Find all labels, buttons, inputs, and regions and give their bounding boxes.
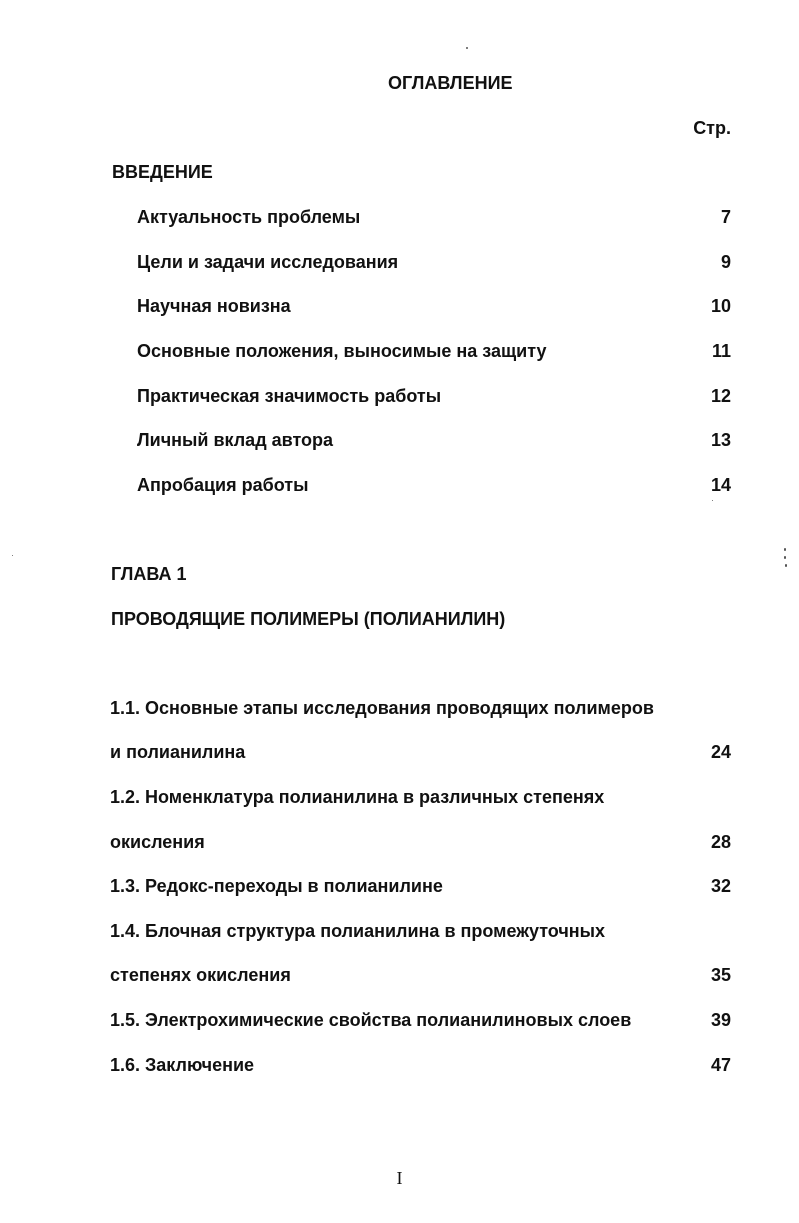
- scan-speck: [784, 556, 786, 559]
- scan-speck: [466, 47, 468, 49]
- toc-entry-label: 1.4. Блочная структура полианилина в промежуточных: [110, 921, 606, 941]
- chapter-heading: ГЛАВА 1: [111, 564, 187, 584]
- toc-entry-page: 47: [710, 1055, 731, 1075]
- toc-entry-label: 1.5. Электрохимические свойства полианилиновых слоев: [110, 1010, 632, 1030]
- toc-entry-page: 32: [710, 876, 731, 896]
- toc-entry-page: 28: [710, 832, 731, 852]
- scan-speck: [12, 555, 13, 556]
- scan-speck: [785, 564, 787, 567]
- page-number: I: [396, 1168, 403, 1188]
- toc-entry-label: Личный вклад автора: [137, 430, 334, 450]
- toc-entry-page: 35: [710, 965, 731, 985]
- toc-entry-label: 1.6. Заключение: [110, 1055, 255, 1075]
- toc-entry-label: Актуальность проблемы: [137, 207, 361, 227]
- page-column-label: Стр.: [693, 118, 731, 138]
- toc-entry-label: Научная новизна: [137, 296, 291, 316]
- toc-entry-page: 10: [710, 296, 731, 316]
- toc-entry-page: 13: [710, 430, 731, 450]
- toc-entry-page: 12: [710, 386, 731, 406]
- toc-entry-label: Практическая значимость работы: [137, 386, 442, 406]
- scan-speck: [712, 500, 713, 501]
- toc-title: ОГЛАВЛЕНИЕ: [388, 73, 513, 93]
- toc-entry-label-cont: и полианилина: [110, 742, 246, 762]
- intro-heading: ВВЕДЕНИЕ: [112, 162, 213, 182]
- toc-entry-page: 14: [710, 475, 731, 495]
- toc-entry-label: 1.1. Основные этапы исследования проводящих полимеров: [110, 698, 654, 718]
- toc-entry-page: 24: [710, 742, 731, 762]
- toc-entry-page: 11: [711, 341, 731, 361]
- toc-entry-label: Основные положения, выносимые на защиту: [137, 341, 547, 361]
- toc-entry-page: 39: [710, 1010, 731, 1030]
- toc-entry-label: 1.3. Редокс-переходы в полианилине: [110, 876, 443, 896]
- toc-entry-label: 1.2. Номенклатура полианилина в различных степенях: [110, 787, 605, 807]
- scan-speck: [784, 548, 786, 551]
- toc-entry-label: Апробация работы: [137, 475, 309, 495]
- toc-entry-page: 9: [720, 252, 731, 272]
- toc-entry-label: Цели и задачи исследования: [137, 252, 399, 272]
- chapter-subtitle: ПРОВОДЯЩИЕ ПОЛИМЕРЫ (ПОЛИАНИЛИН): [111, 609, 506, 629]
- toc-entry-page: 7: [720, 207, 731, 227]
- toc-entry-label-cont: окисления: [110, 832, 205, 852]
- toc-entry-label-cont: степенях окисления: [110, 965, 291, 985]
